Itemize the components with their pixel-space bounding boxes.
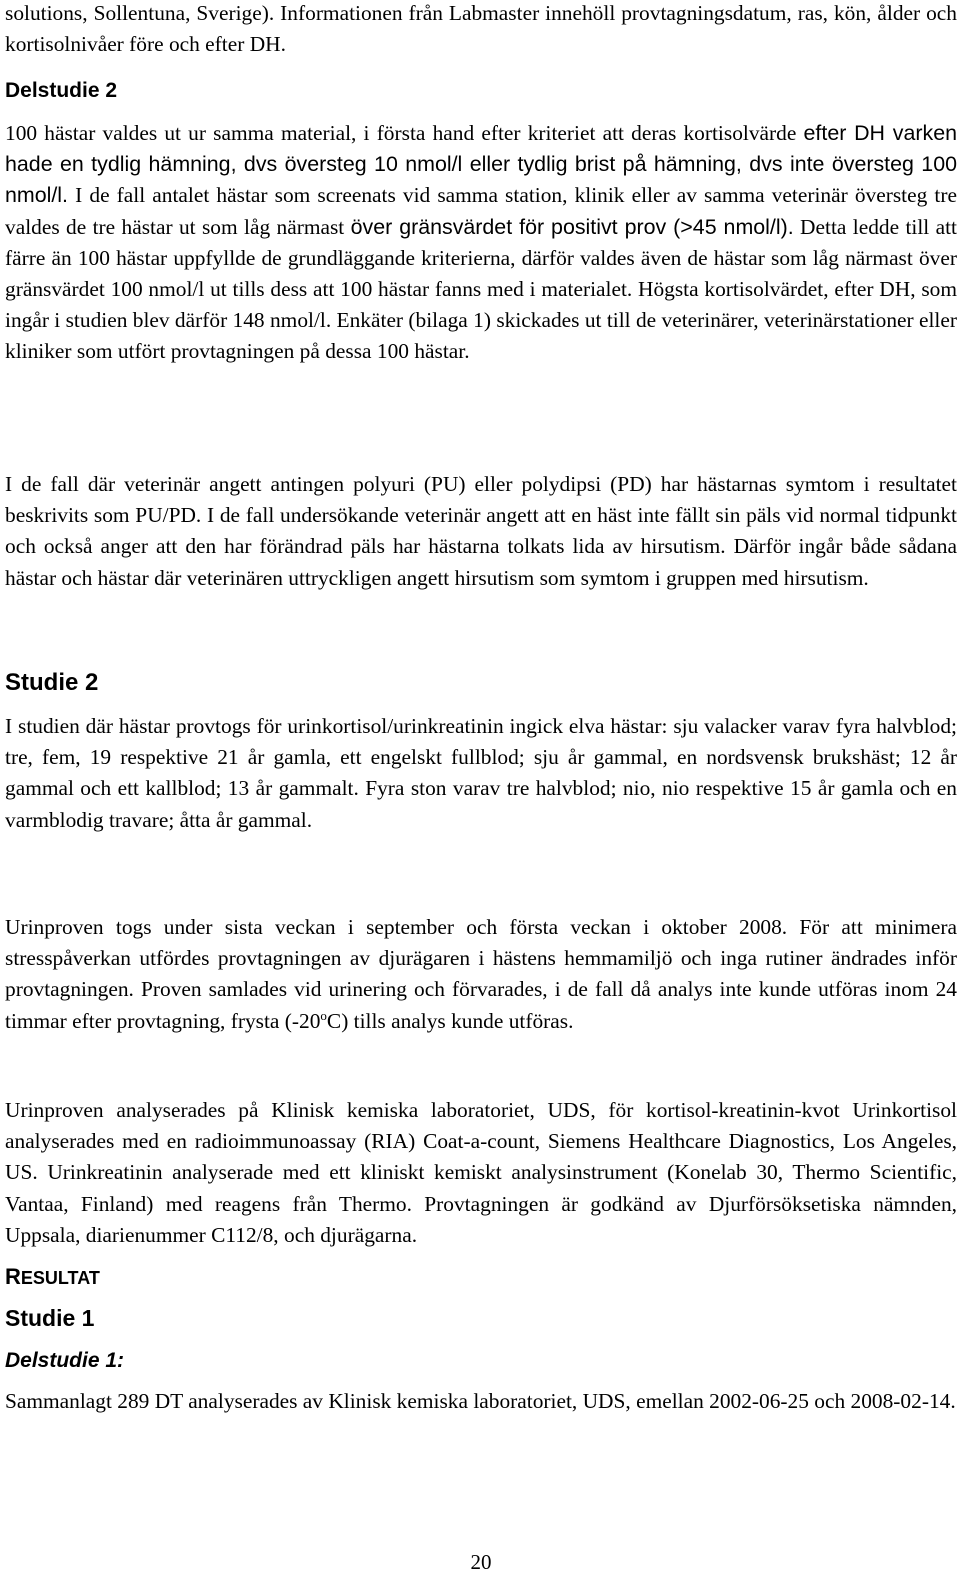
delstudie-2-paragraph-2: I de fall där veterinär angett antingen polyuri (PU) eller polydipsi (PD) har hästarnas symtom i resultatet beskrivits som PU/PD. I de fall undersökande veterinär angett att en häst inte fällt sin päls vid normal tidpunkt och också anger att den har förändrad päls har hästarna tolkats lida av hirsutism. Därför ingår både sådana hästar och hästar där veterinären uttryckligen angett hirsutism som symtom i gruppen med hirsutism.	[5, 472, 957, 590]
delstudie-2-paragraph-1	[5, 118, 957, 368]
delstudie-1-paragraph: Sammanlagt 289 DT analyserades av Klinisk kemiska laboratoriet, UDS, emellan 2002-06-25 och 2008-02-14.	[5, 1389, 956, 1413]
intro-paragraph: solutions, Sollentuna, Sverige). Informationen från Labmaster innehöll provtagningsdatum, ras, kön, ålder och kortisolnivåer före och efter DH.	[5, 1, 957, 57]
resultat-initial: R	[5, 1264, 21, 1289]
p1-segment-3: Detta ledde till att färre än 100 hästar uppfyllde de grundläggande kriterierna, därför valdes även de hästar som låg närmast över gränsvärdet 100 nmol/l ut tills dess att 100 hästar fanns med i materialet. Högsta kortisolvärdet, efter DH, som ingår i studien blev därför 148 nmol/l. Enkäter (bilaga 1) skickades ut till de veterinärer, veterinärstationer eller kliniker som utfört provtagningen på dessa 100 hästar.	[5, 214, 957, 364]
studie-2-paragraph-3: Urinproven analyserades på Klinisk kemiska laboratoriet, UDS, för kortisol-kreatinin-kvot Urinkortisol analyserades med en radioimmunoassay (RIA) Coat-a-count, Siemens Healthcare Diagnostics, Los Angeles, US. Urinkreatinin analyserade med ett kliniskt kemiskt analysinstrument (Konelab 30, Thermo Scientific, Vantaa, Finland) med reagens från Thermo. Provtagningen är godkänd av Djurförsöksetiska nämnden, Uppsala, diarienummer C112/8, och djurägarna.	[5, 1098, 957, 1247]
delstudie-1-heading: Delstudie 1:	[5, 1349, 125, 1372]
p1-sans-segment-1: efter DH varken hade en tydlig hämning, dvs översteg 10 nmol/l eller tydlig brist på hämning, dvs inte översteg 100 nmol/l.	[5, 121, 957, 208]
p4-text-b: C) tills analys kunde utföras.	[326, 1008, 574, 1033]
studie-2-paragraph-2	[5, 912, 957, 1037]
page-number: 20	[470, 1550, 492, 1574]
studie-2-paragraph-1: I studien där hästar provtogs för urinkortisol/urinkreatinin ingick elva hästar: sju valacker varav fyra halvblod; tre, fem, 19 respektive 21 år gamla, ett engelskt fullblod; sju år gammal, en nordsvensk brukshäst; 12 år gammal och ett kallblod; 13 år gammalt. Fyra ston varav tre halvblod; nio, nio respektive 15 år gamla och en varmblodig travare; åtta år gammal.	[5, 714, 957, 832]
delstudie-2-heading: Delstudie 2	[5, 79, 118, 102]
p1-line-1: 100 hästar valdes ut ur samma material, i första hand efter kriteriet att deras kortisolvärde	[5, 121, 797, 145]
studie-1-heading: Studie 1	[5, 1305, 95, 1331]
p1-segment-2: I de fall antalet hästar som screenats vid samma station, klinik eller av samma veterinär översteg tre valdes de tre hästar ut som låg närmast	[5, 183, 957, 239]
resultat-heading	[5, 1264, 100, 1290]
degree-superscript: o	[320, 1007, 327, 1023]
studie-2-heading: Studie 2	[5, 669, 99, 696]
p1-sans-segment-2: över gränsvärdet för positivt prov (>45 nmol/l).	[350, 214, 794, 239]
resultat-smallcaps: ESULTAT	[20, 1268, 100, 1288]
p4-text-a: Urinproven togs under sista veckan i september och första veckan i oktober 2008. För att minimera stresspåverkan utfördes provtagningen av djurägaren i hästens hemmamiljö och inga rutiner ändrades inför provtagningen. Proven samlades vid urinering och förvarades, i de fall då analys inte kunde utföras inom 24 timmar efter provtagning, frysta (-20	[5, 915, 957, 1033]
